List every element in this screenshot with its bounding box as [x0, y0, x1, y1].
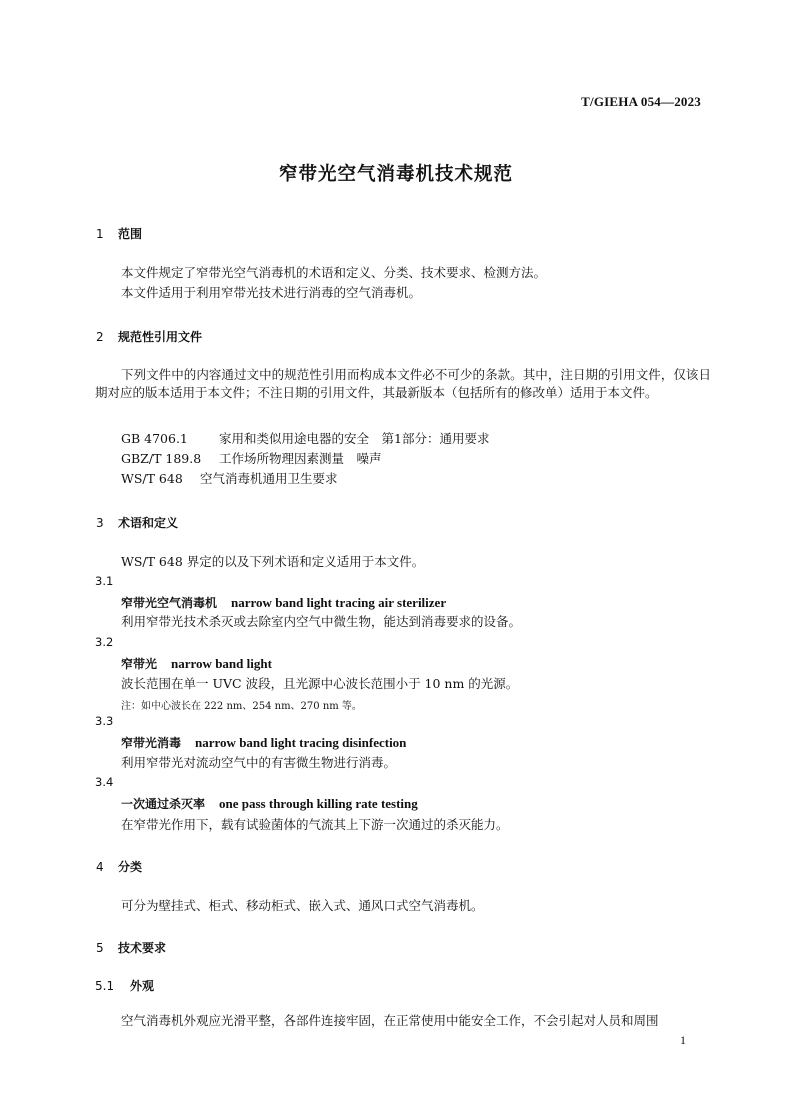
section-1-para-1: 本文件规定了窄带光空气消毒机的术语和定义、分类、技术要求、检测方法。: [121, 265, 547, 280]
ref-code: GB 4706.1: [121, 431, 188, 446]
page-number: 1: [680, 1033, 686, 1047]
term-number: 3.2: [95, 635, 114, 649]
term-en: narrow band light tracing disinfection: [195, 735, 407, 750]
section-3-number: 3: [96, 516, 104, 530]
section-4-number: 4: [96, 860, 104, 874]
section-2-title: 规范性引用文件: [118, 330, 203, 344]
section-1-number: 1: [96, 227, 104, 241]
section-5-title: 技术要求: [118, 941, 167, 955]
ref-code: WS/T 648: [121, 471, 183, 486]
term-number: 3.3: [95, 714, 114, 728]
ref-title: 家用和类似用途电器的安全 第1部分：通用要求: [219, 431, 490, 446]
section-2-intro: 下列文件中的内容通过文中的规范性引用而构成本文件必不可少的条款。其中，注日期的引用文件，仅该日期对应的版本适用于本文件；不注日期的引用文件，其最新版本（包括所有的修改单）适用于本文件。: [95, 367, 711, 400]
section-3-heading: [96, 514, 178, 531]
section-4-heading: [96, 858, 142, 875]
ref-title: 工作场所物理因素测量 噪声: [219, 451, 382, 466]
term-zh: 窄带光消毒: [121, 736, 182, 750]
section-5-1-title: 外观: [130, 979, 155, 993]
standard-code: T/GIEHA 054—2023: [581, 94, 701, 109]
section-5-number: 5: [96, 941, 104, 955]
term-zh: 窄带光: [121, 657, 158, 671]
term-definition: 波长范围在单一 UVC 波段，且光源中心波长范围小于 10 nm 的光源。: [121, 676, 519, 691]
term-heading: [121, 734, 406, 751]
section-2-number: 2: [96, 330, 104, 344]
section-5-1-para: 空气消毒机外观应光滑平整，各部件连接牢固，在正常使用中能安全工作，不会引起对人员和周围: [121, 1013, 659, 1028]
term-definition: 在窄带光作用下，载有试验菌体的气流其上下游一次通过的杀灭能力。: [121, 817, 509, 832]
term-zh: 窄带光空气消毒机: [121, 596, 218, 610]
section-5-1-heading: [95, 977, 154, 994]
section-1-heading: [96, 225, 142, 242]
term-definition: 利用窄带光技术杀灭或去除室内空气中微生物，能达到消毒要求的设备。: [121, 614, 522, 629]
section-5-heading: [96, 939, 166, 956]
term-en: narrow band light: [171, 656, 272, 671]
section-1-para-2: 本文件适用于利用窄带光技术进行消毒的空气消毒机。: [121, 285, 422, 300]
term-number: 3.4: [95, 775, 114, 789]
term-note: 注：如中心波长在 222 nm、254 nm、270 nm 等。: [121, 701, 362, 712]
term-number: 3.1: [95, 574, 114, 588]
document-title: 窄带光空气消毒机技术规范: [278, 164, 513, 185]
term-heading: [121, 594, 446, 611]
section-3-title: 术语和定义: [118, 516, 179, 530]
term-zh: 一次通过杀灭率: [121, 797, 206, 811]
ref-item: [121, 430, 489, 448]
section-5-1-number: 5.1: [95, 979, 115, 993]
section-1-title: 范围: [118, 227, 143, 241]
term-heading: [121, 655, 272, 672]
section-4-title: 分类: [118, 860, 143, 874]
term-en: narrow band light tracing air sterilizer: [231, 595, 447, 610]
ref-item: [121, 450, 382, 468]
ref-item: [121, 470, 338, 488]
ref-title: 空气消毒机通用卫生要求: [200, 471, 338, 486]
term-en: one pass through killing rate testing: [219, 796, 418, 811]
section-2-heading: [96, 328, 202, 345]
section-3-intro: WS/T 648 界定的以及下列术语和定义适用于本文件。: [121, 554, 425, 569]
ref-code: GBZ/T 189.8: [121, 451, 202, 466]
section-4-para: 可分为壁挂式、柜式、移动柜式、嵌入式、通风口式空气消毒机。: [121, 898, 484, 913]
term-definition: 利用窄带光对流动空气中的有害微生物进行消毒。: [121, 755, 397, 770]
term-heading: [121, 795, 418, 812]
